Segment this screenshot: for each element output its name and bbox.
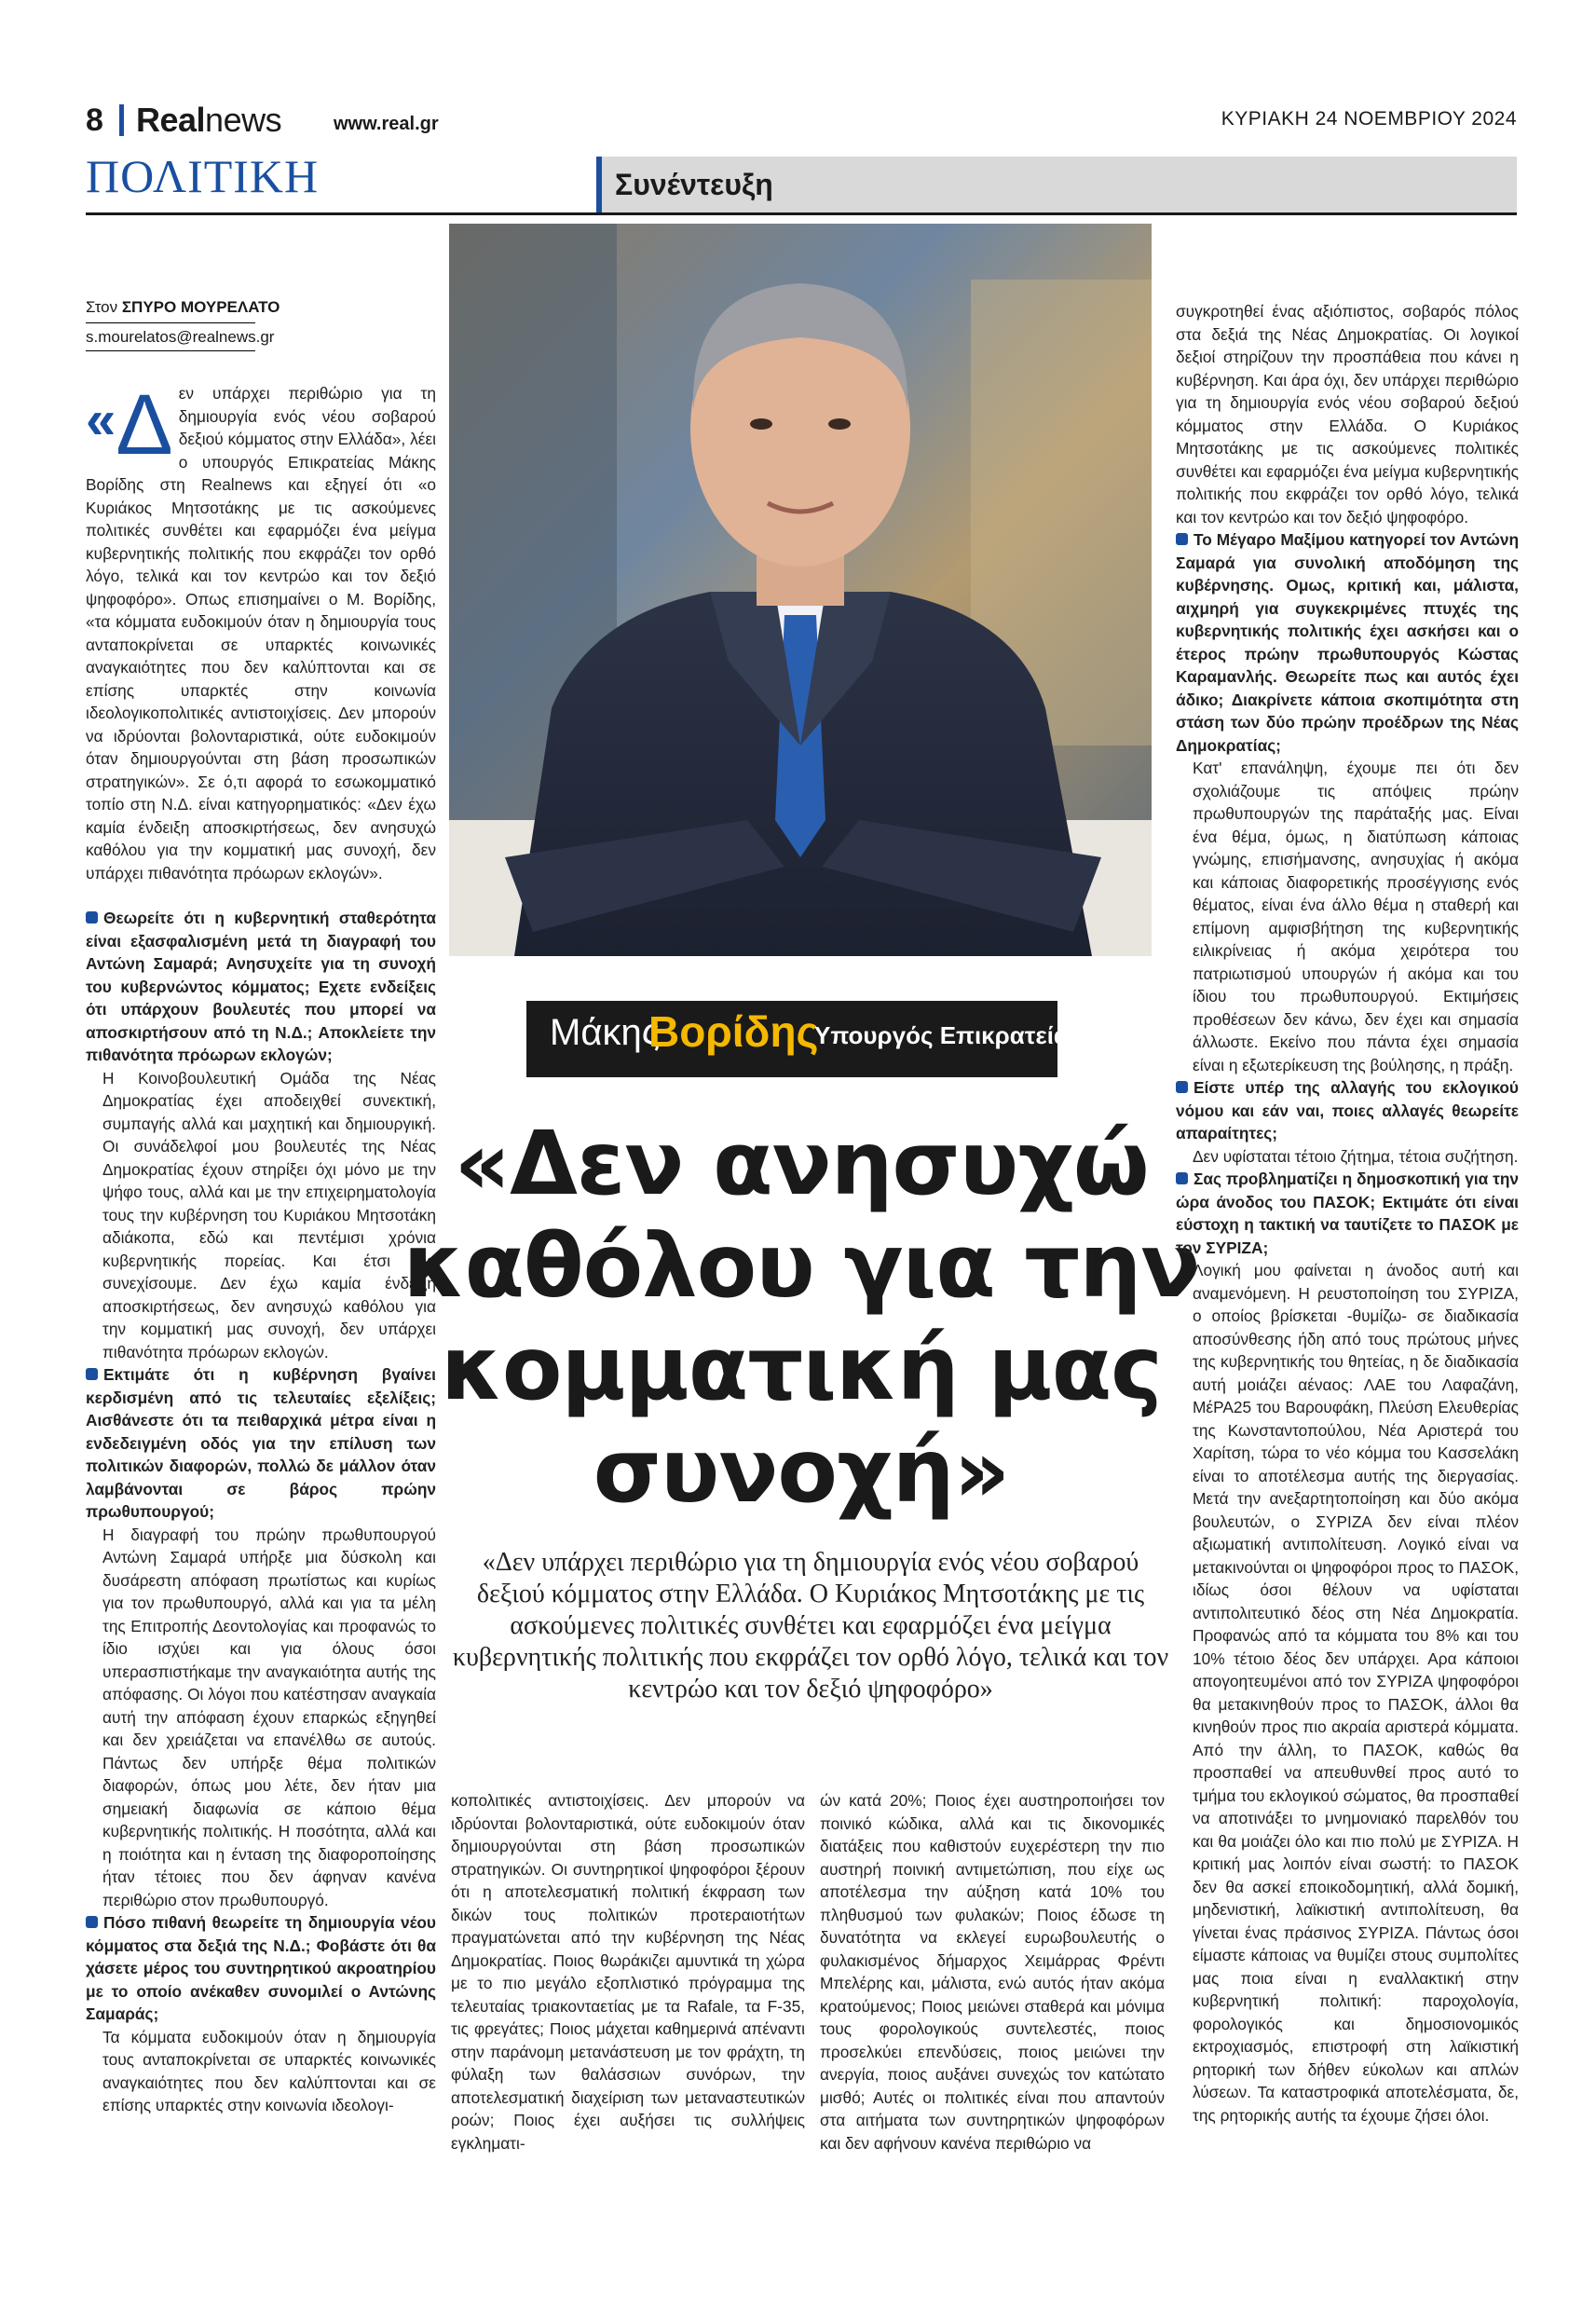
email-underline	[86, 350, 255, 351]
question-1: Θεωρείτε ότι η κυβερνητική σταθερότητα είναι εξασφαλισμένη μετά τη διαγραφή του Αντώνη Σαμαρά; Ανησυχείτε για τη συνοχή του κυβερνώντος κόμματος; Εχετε ενδείξεις ότι υπάρχουν βουλευτές που μπορεί να αποσκιρτήσουν από τη Ν.Δ.; Αποκλείετε την πιθανότητα πρόωρων εκλογών;	[86, 907, 436, 1067]
drop-cap: Δ	[116, 377, 173, 472]
answer-1: Η Κοινοβουλευτική Ομάδα της Νέας Δημοκρατίας έχει αποδειχθεί συνεκτική, συμπαγής αλλά και μαχητική και δημιουργική. Οι συνάδελφοί μου βουλευτές της Νέας Δημοκρατίας έχουν στηρίξει όχι μόνο με την ψήφο τους, αλλά και με την επιχειρηματολογία τους την κυβέρνηση του Κυριάκου Μητσοτάκη αδιάκοπα, εδώ και πεντέμισι χρόνια κυβερνητικής πορείας. Και έτσι θα συνεχίσουμε. Δεν έχω καμία ένδειξη αποσκιρτήσεως, δεν ανησυχώ καθόλου για την κομματική μας συνοχή, δεν υπάρχει πιθανότητα πρόωρων εκλογών.	[102, 1068, 436, 1361]
question-3: Πόσο πιθανή θεωρείτε τη δημιουργία νέου κόμματος στα δεξιά της Ν.Δ.; Φοβάστε ότι θα χάσετε μέρος του συντηρητικού ακροατηρίου με το οποίο ανέκαθεν συνομιλεί ο Αντώνης Σαμαράς;	[86, 1911, 436, 2026]
lead-text: εν υπάρχει περιθώριο για τη δημιουργία ενός νέου σοβαρού δεξιού κόμματος στην Ελλάδα», λέει ο υπουργός Επικρατείας Μάκης Βορίδης στη Realnews και εξηγεί ότι «ο Κυριάκος Μητσοτάκης με τις ασκούμενες πολιτικές συνθέτει και εφαρμόζει ένα μείγμα κυβερνητικής πολιτικής που εκφράζει τον ορθό λόγο, τελικά και τον κεντρώο και τον δεξιό ψηφοφόρο». Οπως επισημαίνει ο Μ. Βορίδης, «τα κόμματα ευδοκιμούν όταν η δημιουργία τους ανταποκρίνεται σε υπαρκτές κοινωνικές αναγκαιότητες που δεν καλύπτονται και σε επίσης υπαρκτές στην κοινωνία ιδεολογικοπολιτικές αντιστοιχίσεις. Δεν μπορούν να ιδρύονται βολονταριστικά, ούτε ευδοκιμούν όταν δημιουργούνται στη βάση προσωπικών στρατηγικών». Σε ό,τι αφορά το εσωκομματικό τοπίο στη Ν.Δ. είναι κατηγορηματικός: «Δεν έχω καμία ένδειξη αποσκιρτήσεως, δεν ανησυχώ καθόλου για την κομματική μας συνοχή, δεν υπάρχει πιθανότητα πρόωρων εκλογών».	[86, 384, 436, 882]
question-2: Εκτιμάτε ότι η κυβέρνηση βγαίνει κερδισμένη από τις τελευταίες εξελίξεις; Αισθάνεστε ότι τα πειθαρχικά μέτρα είναι η ενδεδειγμένη οδός για την επίλυση των πολιτικών διαφορών, πολλώ δε μάλλον όταν λαμβάνονται σε βάρος πρώην πρωθυπουργού;	[86, 1363, 436, 1524]
byline-underline	[86, 322, 255, 323]
tag-accent-bar	[596, 157, 602, 212]
byline-prefix: Στον	[86, 298, 118, 316]
column-3	[820, 1789, 1165, 2155]
portrait-photo	[449, 224, 1152, 956]
column-2-text: κοπολιτικές αντιστοιχίσεις. Δεν μπορούν να ιδρύονται βολονταριστικά, ούτε ευδοκιμούν όταν δημιουργούνται στη βάση προσωπικών στρατηγικών. Οι συντηρητικοί ψηφοφόροι ξέρουν ότι η αποτελεσματική πολιτική έκφραση των δικών τους πολιτικών προτεραιοτήτων πραγματώνεται από την κυβέρνηση της Νέας Δημοκρατίας. Ποιος θωράκιζει αμυντικά τη χώρα με το πιο μεγάλο εξοπλιστικό πρόγραμμα της τελευταίας τριακονταετίας με τα Rafale, τα F-35, τις φρεγάτες; Ποιος μάχεται καθημερινά απέναντι στην παράνομη μετανάστευση με τον φράχτη, τη φύλαξη των θαλάσσιων συνόρων, την αποτελεσματική διαχείριση των μεταναστευτικών ροών; Ποιος έχει αυξήσει τις συλλήψεις εγκληματι-	[451, 1791, 805, 2153]
column-3-text: ών κατά 20%; Ποιος έχει αυστηροποιήσει τον ποινικό κώδικα, αλλά και τις δικονομικές διατάξεις που καθιστούν ευχερέστερη την πιο αυστηρή ποινική αντιμετώπιση, που είχε ως αποτέλεσμα την αύξηση κατά 10% του πληθυσμού των φυλακών; Ποιος έδωσε τη δυνατότητα να εκλεγεί ευρωβουλευτής ο φυλακισμένος δήμαρχος Χειμάρρας Φρέντι Μπελέρης και, μάλιστα, ενώ αυτός ήταν ακόμα κρατούμενος; Ποιος μειώνει σταθερά και μόνιμα τους φορολογικούς συντελεστές, ποιος προσελκύει επενδύσεις, ποιος μειώνει την ανεργία, ποιος αυξάνει συνεχώς τον κατώτατο μισθό; Αυτές οι πολιτικές είναι που απαντούν στα αιτήματα των συντηρητικών ψηφοφόρων και δεν αφήνουν κανένα περιθώριο να	[820, 1791, 1165, 2153]
question-5: Είστε υπέρ της αλλαγής του εκλογικού νόμου και εάν ναι, ποιες αλλαγές θεωρείτε απαραίτητες;	[1176, 1076, 1519, 1145]
question-6: Σας προβληματίζει η δημοσκοπική για την ώρα άνοδος του ΠΑΣΟΚ; Εκτιμάτε ότι είναι εύστοχη η τακτική να ταυτίζετε το ΠΑΣΟΚ με τον ΣΥΡΙΖΑ;	[1176, 1168, 1519, 1259]
brand-light: news	[205, 101, 282, 139]
section-rule	[86, 212, 1517, 215]
page-number: 8	[86, 103, 103, 138]
column-4	[1176, 300, 1519, 2127]
answer-3: Τα κόμματα ευδοκιμούν όταν η δημιουργία τους ανταποκρίνεται σε υπαρκτές κοινωνικές αναγκαιότητες που δεν καλύπτονται και σε επίσης υπαρκτές στην κοινωνία ιδεολογι-	[102, 2027, 436, 2114]
question-4: Το Μέγαρο Μαξίμου κατηγορεί τον Αντώνη Σαμαρά για συνολική αποδόμηση της κυβέρνησης. Ομως, κριτική και, μάλιστα, αιχμηρή για συγκεκριμένες πτυχές της κυβερνητικής πολιτικής έχει ασκήσει και ο έτερος πρώην πρωθυπουργός Κώστας Καραμανλής. Θεωρείτε πως και αυτός έχει άδικο; Διακρίνετε κάποια σκοπιμότητα στη στάση των δύο πρώην προέδρων της Νέας Δημοκρατίας;	[1176, 528, 1519, 757]
answer-2: Η διαγραφή του πρώην πρωθυπουργού Αντώνη Σαμαρά υπήρξε μια δύσκολη και δυσάρεστη απόφαση πρωτίστως και κυρίως για τον πρωθυπουργό, αλλά και για τα μέλη της Επιτροπής Δεοντολογίας και προφανώς το ίδιο ισχύει και για όλους όσοι υπερασπιστήκαμε την αναγκαιότητα αυτής της απόφασης. Οι λόγοι που κατέστησαν αναγκαία αυτή την απόφαση έχουν επαρκώς εξηγηθεί και δεν χρειάζεται να επανέλθω σε αυτούς. Πάντως δεν υπήρξε θέμα πολιτικών διαφορών, όπως μου λέτε, δεν ήταν μια σημειακή διαφωνία σε κάποιο θέμα κυβερνητικής πολιτικής. Η ποσότητα, αλλά και η ποιότητα και η ένταση της διαφοροποίησης ήταν τέτοιες που δεν άφηναν κανένα περιθώριο στον πρωθυπουργό.	[102, 1525, 436, 1909]
column-2	[451, 1789, 805, 2155]
caption-first-name: Μάκης	[550, 1012, 660, 1053]
answer-6: Λογική μου φαίνεται η άνοδος αυτή και αναμενόμενη. Η ρευστοποίηση του ΣΥΡΙΖΑ, ο οποίος βρίσκεται -θυμίζω- σε διαδικασία αποσύνθεσης ήδη από τους πρώτους μήνες της κυβερνητικής του θητείας, η δε διαδικασία αυτή μοιάζει αέναος: ΛΑΕ του Λαφαζάνη, ΜέΡΑ25 του Βαρουφάκη, Πλεύση Ελευθερίας της Κωνσταντοπούλου, Νέα Αριστερά του Χαρίτση, τώρα το νέο κόμμα του Κασσελάκη είναι το αποτέλεσμα αυτής της διεργασίας. Μετά την ανεξαρτητοποίηση και δύο ακόμα βουλευτών, ο ΣΥΡΙΖΑ δεν είναι πλέον αξιωματική αντιπολίτευση. Λογικό είναι να μετακινούνται οι ψηφοφόροι προς το ΠΑΣΟΚ, ιδίως όσοι θέλουν να υφίσταται αντιπολιτευτικό δέος στη Νέα Δημοκρατία. Προφανώς από τα κόμματα του 8% και του 10% τέτοιο δέος δεν υπάρχει. Αρα κάποιοι απογοητευμένοι από τον ΣΥΡΙΖΑ ψηφοφόροι θα μετακινηθούν προς το ΠΑΣΟΚ, άλλοι θα κινηθούν προς πιο ακραία αριστερά κόμματα. Από την άλλη, το ΠΑΣΟΚ, καθώς θα προσπαθεί να απευθυνθεί προς αυτό το τμήμα του εκλογικού σώματος, θα προσπαθεί να αποτινάξει το μνημονιακό παρελθόν του και θα μοιάζει όλο και πιο πολύ με ΣΥΡΙΖΑ. Η κριτική μας λοιπόν είναι σωστή: το ΠΑΣΟΚ δεν θα ασκεί εποικοδομητική, αλλά δομική, μηδενιστική, λαϊκιστική αντιπολίτευση, θα γίνεται ένας πράσινος ΣΥΡΙΖΑ. Πάντως όσοι είμαστε κάποιας να θυμίζει στους συμπολίτες μας ποια είναι η εναλλακτική στην κυβερνητική πολιτική: παροχολογία, φορολογικός και δημοσιονομικός εκτροχιασμός, επιστροφή στη λαϊκιστική ρητορική των δήθεν εύκολων και απλών λύσεων. Τα καταστροφικά αποτελέσματα, δε, της ρητορικής αυτής τα έχουμε ζήσει όλοι.	[1193, 1261, 1519, 2125]
brand-logo	[136, 101, 281, 140]
site-url: www.real.gr	[334, 114, 439, 134]
caption-role: Υπουργός Επικρατείας	[814, 1021, 1082, 1049]
issue-date: ΚΥΡΙΑΚΗ 24 ΝΟΕΜΒΡΙΟΥ 2024	[1221, 108, 1517, 130]
drop-quote-mark: «	[86, 390, 116, 450]
article-tag: Συνέντευξη	[615, 168, 773, 201]
byline	[86, 298, 280, 317]
byline-author: ΣΠΥΡΟ ΜΟΥΡΕΛΑΤΟ	[121, 298, 280, 316]
header-divider	[119, 104, 124, 136]
author-email: s.mourelatos@realnews.gr	[86, 328, 275, 346]
headline: «Δεν ανησυχώ καθόλου για την κομματική μας συνοχή»	[402, 1114, 1200, 1523]
caption-last-name: Βορίδης	[648, 1007, 819, 1056]
answer-5: Δεν υφίσταται τέτοιο ζήτημα, τέτοια συζήτηση.	[1193, 1146, 1519, 1166]
column-1	[86, 377, 436, 2117]
column-4-intro: συγκροτηθεί ένας αξιόπιστος, σοβαρός πόλος στα δεξιά της Νέας Δημοκρατίας. Οι λογικοί δεξιοί στηρίζουν την προσπάθεια που κάνει η κυβέρνηση. Και άρα όχι, δεν υπάρχει περιθώριο για τη δημιουργία ενός νέου σοβαρού δεξιού κόμματος στην Ελλάδα. Ο Κυριάκος Μητσοτάκης με τις ασκούμενες πολιτικές συνθέτει και εφαρμόζει ένα μείγμα κυβερνητικής πολιτικής που εκφράζει τον ορθό λόγο, τελικά και τον κεντρώο και τον δεξιό ψηφοφόρο.	[1176, 302, 1519, 527]
portrait-illustration	[449, 224, 1152, 956]
section-title: ΠΟΛΙΤΙΚΗ	[86, 150, 320, 202]
answer-4: Κατ' επανάληψη, έχουμε πει ότι δεν σχολιάζουμε τις απόψεις πρώην πρωθυπουργών της παράταξής μας. Είναι ένα θέμα, όμως, η διατύπωση κάποιας γνώμης, επισήμανσης, ανησυχίας ή ακόμα και κάποιας διαφορετικής προσέγγισης ενός θέματος, είναι ένα άλλο θέμα η σταθερή και επίμονη αμφισβήτηση της κυβερνητικής ειλικρίνειας ή ακόμα χειρότερα του πατριωτισμού υπουργών ή ακόμα και του ίδιου του πρωθυπουργού. Εκτιμήσεις προθέσεων δεν κάνω, δεν έχει και σημασία άλλωστε. Εκείνο που πάντα έχει σημασία είναι η εξωτερίκευση της βούλησης, η πράξη.	[1193, 759, 1519, 1074]
brand-bold: Real	[136, 101, 206, 139]
pull-quote: «Δεν υπάρχει περιθώριο για τη δημιουργία ενός νέου σοβαρού δεξιού κόμματος στην Ελλάδα. Ο Κυριάκος Μητσοτάκης με τις ασκούμενες πολιτικές συνθέτει και εφαρμόζει ένα μείγμα κυβερνητικής πολιτικής που εκφράζει τον ορθό λόγο, τελικά και τον κεντρώο και τον δεξιό ψηφοφόρο»	[452, 1548, 1169, 1703]
lead-paragraph	[86, 377, 436, 884]
